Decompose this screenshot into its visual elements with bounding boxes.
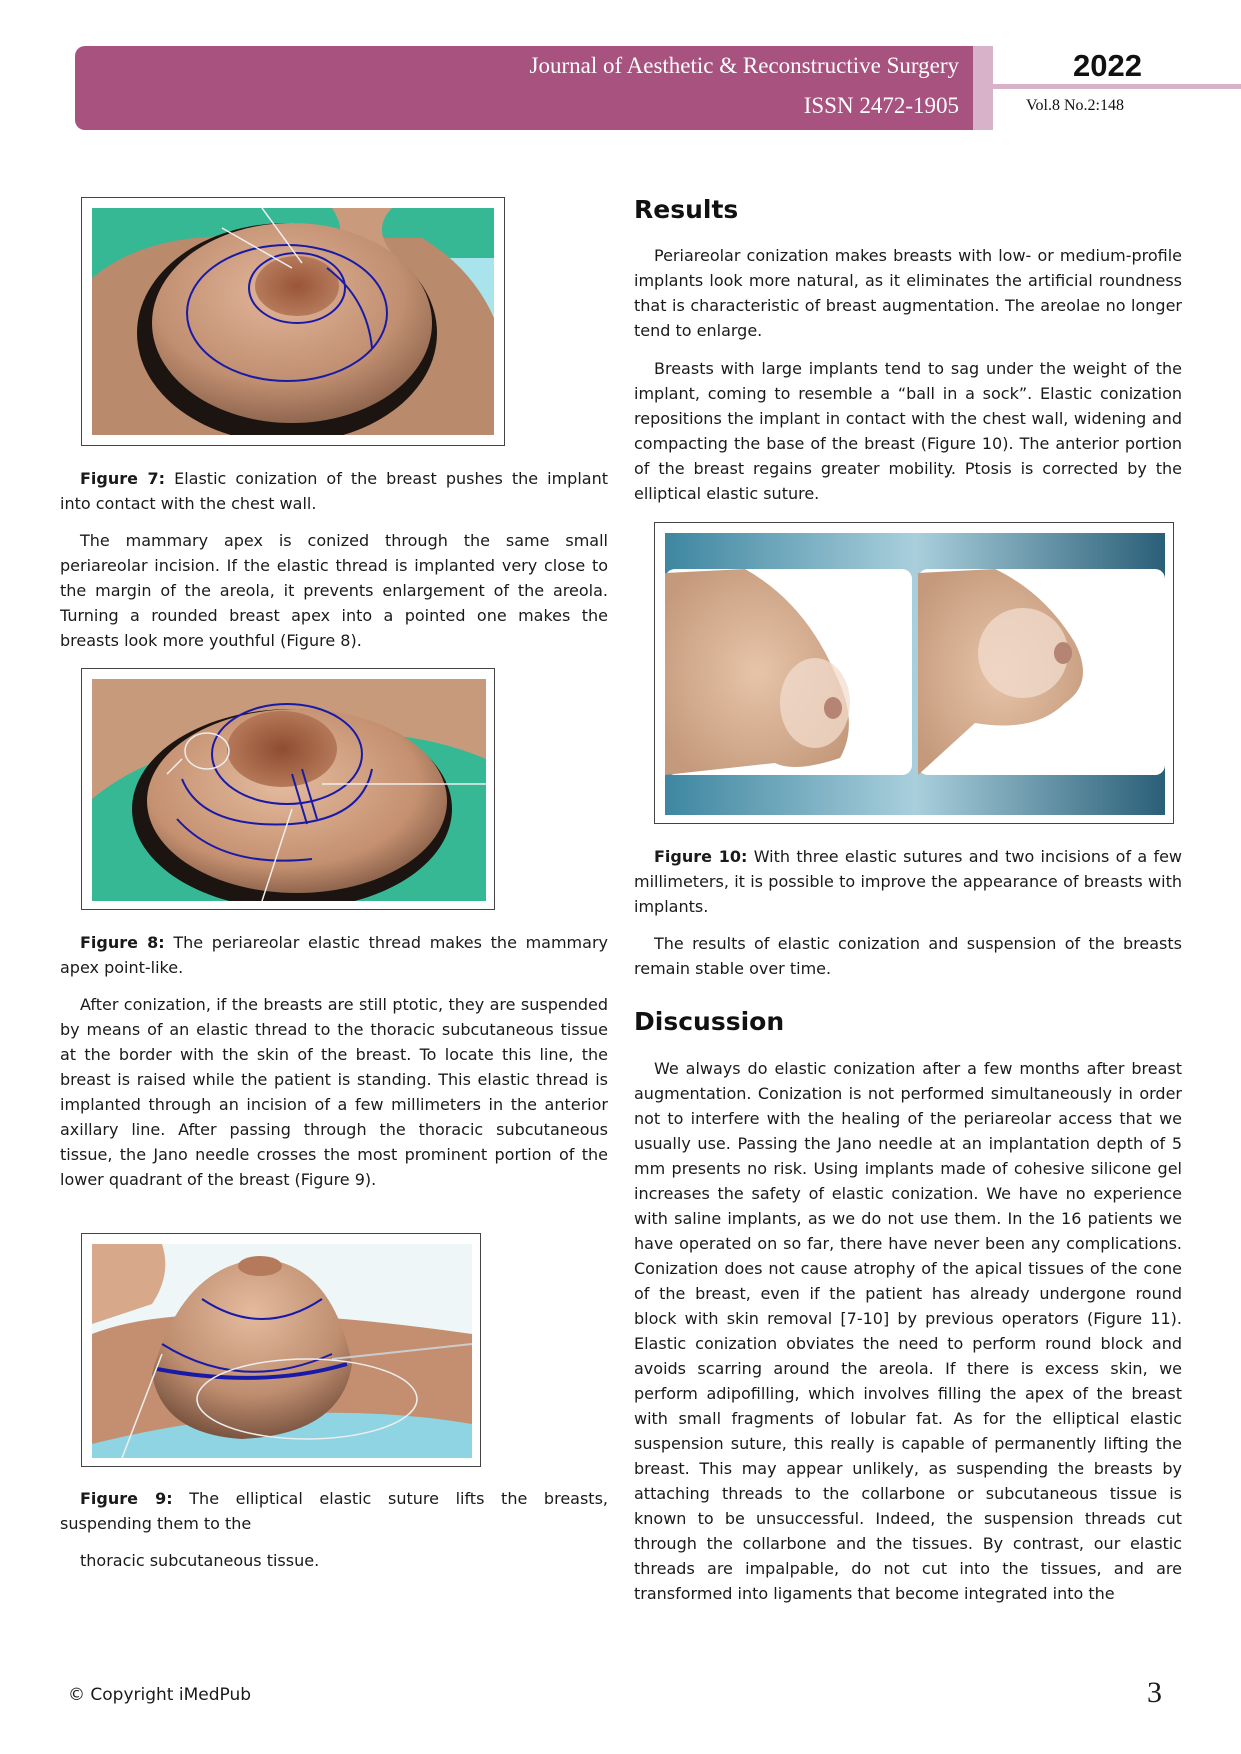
figure-7-image	[81, 197, 505, 446]
header-separator	[973, 46, 993, 130]
figure-8-image	[81, 668, 495, 910]
figure-10-caption	[634, 844, 1182, 919]
footer-copyright: © Copyright iMedPub	[68, 1685, 252, 1705]
figure-10-label: Figure 10:	[654, 847, 748, 866]
figure-10-caption-text: With three elastic sutures and two incisions of a few millimeters, it is possible to improve the appearance of breasts with implants.	[634, 847, 1183, 916]
discussion-heading: Discussion	[634, 1007, 785, 1036]
figure-9-caption	[60, 1486, 608, 1536]
figure-9-label: Figure 9:	[80, 1489, 173, 1508]
figure-9-caption-text: The elliptical elastic suture lifts the breasts, suspending them to the	[60, 1489, 608, 1533]
figure-8-caption-text: The periareolar elastic thread makes the mammary apex point-like.	[60, 933, 608, 977]
journal-issn: ISSN 2472-1905	[803, 93, 959, 118]
figure-7-caption-text: Elastic conization of the breast pushes the implant into contact with the chest wall.	[60, 469, 608, 513]
publication-year: 2022	[1073, 48, 1142, 83]
paragraph-results-stability: The results of elastic conization and suspension of the breasts remain stable over time.	[634, 934, 1182, 978]
paragraph-apex-conization: The mammary apex is conized through the same small periareolar incision. If the elastic thread is implanted very close to the margin of the areola, it prevents enlargement of the areola. Turning a rounded breast apex into a pointed one makes the breasts look more youthful (Figure 8).	[60, 531, 608, 650]
page-number: 3	[1147, 1676, 1162, 1709]
figure-10-image	[654, 522, 1174, 824]
header-rule	[993, 84, 1241, 89]
figure-7-label: Figure 7:	[80, 469, 166, 488]
figure-9-image	[81, 1233, 481, 1467]
paragraph-results-1: Periareolar conization makes breasts with low- or medium-profile implants look more natural, as it eliminates the artificial roundness that is characteristic of breast augmentation. The areolae no longer tend to enlarge.	[634, 246, 1182, 340]
paragraph-results-2: Breasts with large implants tend to sag under the weight of the implant, coming to resemble a “ball in a sock”. Elastic conization repositions the implant in contact with the chest wall, widening and compacting the base of the breast (Figure 10). The anterior portion of the breast regains greater mobility. Ptosis is corrected by the elliptical elastic suture.	[634, 359, 1182, 503]
figure-8-caption	[60, 930, 608, 980]
paragraph-discussion: We always do elastic conization after a few months after breast augmentation. Conization is not performed simultaneously in order not to interfere with the healing of the periareolar access that we usually use. Passing the Jano needle at an implantation depth of 5 mm presents no risk. Using implants made of cohesive silicone gel increases the safety of elastic conization. We have no experience with saline implants, as we do not use them. In the 16 patients we have operated on so far, there have never been any complications. Conization does not cause atrophy of the apical tissues of the cone of the breast, even if the patient has already undergone round block with skin removal [7-10] by previous operators (Figure 11). Elastic conization obviates the need to perform round block and avoids scarring around the areola. If there is excess skin, we perform adipofilling, which involves filling the apex of the breast with small fragments of lobular fat. As for the elliptical elastic suspension suture, this really is capable of permanently lifting the breast. This may appear unlikely, as suspending the breasts by attaching threads to the collarbone or subcutaneous tissue is known to be unsuccessful. Indeed, the suspension threads cut through the collarbone and the tissues. By contrast, our elastic threads are impalpable, do not cut into the tissues, and are transformed into ligaments that become integrated into the	[634, 1059, 1182, 1603]
volume-issue: Vol.8 No.2:148	[1026, 97, 1124, 114]
figure-8-label: Figure 8:	[80, 933, 165, 952]
results-heading: Results	[634, 195, 739, 224]
figure-9-caption-continued: thoracic subcutaneous tissue.	[80, 1551, 320, 1570]
paragraph-suspension: After conization, if the breasts are still ptotic, they are suspended by means of an elastic thread to the thoracic subcutaneous tissue at the border with the skin of the breast. To locate this line, the breast is raised while the patient is standing. This elastic thread is implanted through an incision of a few millimeters in the anterior axillary line. After passing through the thoracic subcutaneous tissue, the Jano needle crosses the most prominent portion of the lower quadrant of the breast (Figure 9).	[60, 995, 608, 1189]
journal-title: Journal of Aesthetic & Reconstructive Surgery	[529, 53, 959, 78]
figure-7-caption	[60, 466, 608, 516]
